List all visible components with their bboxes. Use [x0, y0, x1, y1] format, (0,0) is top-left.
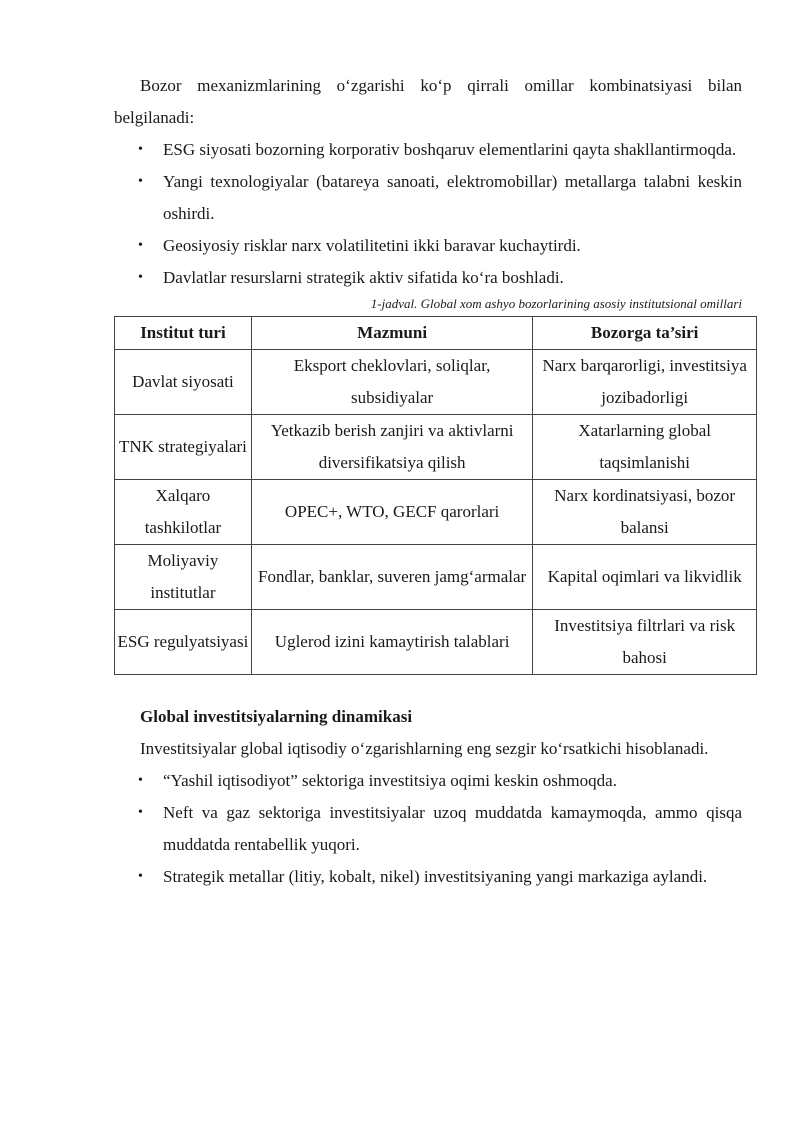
bullet-icon: • — [138, 142, 143, 157]
list-item-text: Geosiyosiy risklar narx volatilitetini ikki baravar kuchaytirdi. — [163, 236, 581, 255]
table-row — [115, 480, 757, 545]
list-item-text: Neft va gaz sektoriga investitsiyalar uzoq muddatda kamaymoqda, ammo qisqa muddatda rentabellik yuqori. — [163, 803, 742, 854]
document-page — [114, 70, 747, 893]
table-cell: Davlat siyosati — [115, 350, 252, 415]
intro-paragraph: Bozor mexanizmlarining o‘zgarishi ko‘p qirrali omillar kombinatsiyasi bilan belgilanadi: — [114, 76, 742, 127]
table-row — [115, 610, 757, 675]
table-cell: Investitsiya filtrlari va risk bahosi — [533, 610, 757, 675]
column-header: Mazmuni — [251, 317, 532, 350]
table-row — [115, 415, 757, 480]
section-heading: Global investitsiyalarning dinamikasi — [140, 707, 413, 726]
table-cell: Narx kordinatsiyasi, bozor balansi — [533, 480, 757, 545]
list-item — [114, 230, 742, 262]
table-row — [115, 545, 757, 610]
list-item-text: Strategik metallar (litiy, kobalt, nikel) investitsiyaning yangi markaziga aylandi. — [163, 867, 708, 886]
table-cell: Moliyaviy institutlar — [115, 545, 252, 610]
table-cell: Yetkazib berish zanjiri va aktivlarni diversifikatsiya qilish — [251, 415, 532, 480]
list-item — [114, 797, 742, 861]
table-cell: Kapital oqimlari va likvidlik — [533, 545, 757, 610]
bullet-icon: • — [138, 238, 143, 253]
institutional-factors-table — [114, 316, 757, 675]
list-item-text: “Yashil iqtisodiyot” sektoriga investitsiya oqimi keskin oshmoqda. — [163, 771, 617, 790]
factors-list — [114, 134, 742, 294]
list-item — [114, 861, 742, 893]
list-item — [114, 262, 742, 294]
table-cell: Eksport cheklovlari, soliqlar, subsidiyalar — [251, 350, 532, 415]
table-cell: Fondlar, banklar, suveren jamg‘armalar — [251, 545, 532, 610]
bullet-icon: • — [138, 773, 143, 788]
list-item — [114, 765, 742, 797]
column-header: Institut turi — [115, 317, 252, 350]
bullet-icon: • — [138, 869, 143, 884]
table-cell: Narx barqarorligi, investitsiya jozibadorligi — [533, 350, 757, 415]
list-item-text: Yangi texnologiyalar (batareya sanoati, elektromobillar) metallarga talabni keskin oshirdi. — [163, 172, 742, 223]
table-cell: Xatarlarning global taqsimlanishi — [533, 415, 757, 480]
section-intro-paragraph: Investitsiyalar global iqtisodiy o‘zgarishlarning eng sezgir ko‘rsatkichi hisoblanadi. — [140, 739, 709, 758]
bullet-icon: • — [138, 174, 143, 189]
table-row — [115, 350, 757, 415]
table-header-row — [115, 317, 757, 350]
bullet-icon: • — [138, 805, 143, 820]
list-item-text: Davlatlar resurslarni strategik aktiv sifatida ko‘ra boshladi. — [163, 268, 564, 287]
column-header: Bozorga ta’siri — [533, 317, 757, 350]
investment-trends-list — [114, 765, 742, 893]
table-cell: Xalqaro tashkilotlar — [115, 480, 252, 545]
table-cell: OPEC+, WTO, GECF qarorlari — [251, 480, 532, 545]
table-cell: TNK strategiyalari — [115, 415, 252, 480]
bullet-icon: • — [138, 270, 143, 285]
table-caption: 1-jadval. Global xom ashyo bozorlarining asosiy institutsional omillari — [370, 296, 742, 311]
list-item — [114, 166, 742, 230]
table-cell: ESG regulyatsiyasi — [115, 610, 252, 675]
list-item — [114, 134, 742, 166]
table-cell: Uglerod izini kamaytirish talablari — [251, 610, 532, 675]
list-item-text: ESG siyosati bozorning korporativ boshqaruv elementlarini qayta shakllantirmoqda. — [163, 140, 737, 159]
